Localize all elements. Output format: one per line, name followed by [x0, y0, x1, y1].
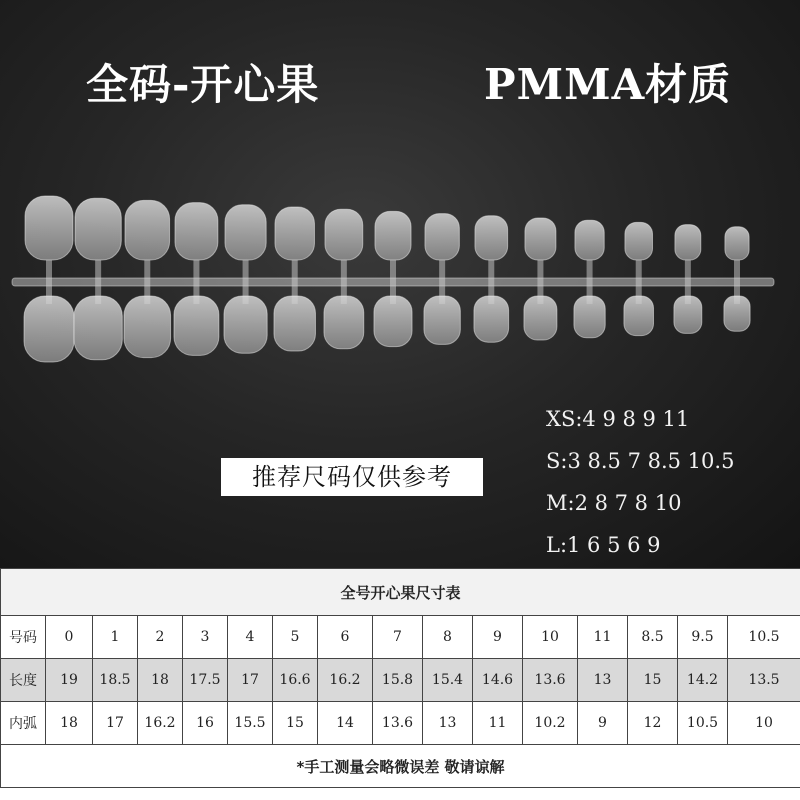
length-cell: 14.6	[473, 659, 523, 702]
curve-cell: 16	[183, 702, 228, 745]
size-cell: 8.5	[628, 616, 678, 659]
headline-full-size: 全码-开心果	[86, 60, 320, 109]
length-cell: 16.6	[273, 659, 318, 702]
size-cell: 4	[228, 616, 273, 659]
size-recommendations	[546, 398, 734, 566]
length-cell: 15	[628, 659, 678, 702]
size-cell: 10	[523, 616, 578, 659]
size-cell: 2	[138, 616, 183, 659]
curve-cell: 12	[628, 702, 678, 745]
size-cell: 0	[46, 616, 93, 659]
length-cell: 14.2	[678, 659, 728, 702]
nail-tip-bottom	[674, 296, 702, 333]
nail-tip-top	[325, 209, 363, 260]
size-cell: 6	[318, 616, 373, 659]
nail-tip-bottom	[374, 296, 412, 347]
size-chart-table	[0, 568, 800, 788]
length-cell: 18.5	[93, 659, 138, 702]
curve-cell: 10.5	[678, 702, 728, 745]
size-chart	[0, 568, 800, 800]
length-cell: 17.5	[183, 659, 228, 702]
nail-tip-bottom	[724, 296, 750, 331]
nail-tip-top	[25, 196, 73, 260]
nail-tip-bottom	[524, 296, 557, 340]
curve-cell: 17	[93, 702, 138, 745]
nail-tip-top	[175, 203, 218, 260]
length-cell: 16.2	[318, 659, 373, 702]
row-label-length: 长度	[1, 659, 46, 702]
nail-tip-top	[625, 222, 653, 260]
curve-cell: 13	[423, 702, 473, 745]
size-s: S:3 8.5 7 8.5 10.5	[546, 449, 735, 473]
size-cell: 9.5	[678, 616, 728, 659]
size-cell: 5	[273, 616, 318, 659]
curve-cell: 15.5	[228, 702, 273, 745]
size-cell: 1	[93, 616, 138, 659]
size-l: L:1 6 5 6 9	[546, 533, 661, 557]
nail-tip-top	[425, 214, 459, 260]
length-cell: 15.4	[423, 659, 473, 702]
reference-note: 推荐尺码仅供参考	[221, 458, 483, 496]
nail-tip-bottom	[174, 296, 219, 355]
nail-tip-bottom	[574, 296, 605, 338]
nail-tip-bottom	[124, 296, 171, 358]
nail-tip-bottom	[324, 296, 364, 349]
nail-tip-top	[125, 200, 170, 260]
nail-tip-top	[725, 227, 749, 260]
size-cell: 10.5	[728, 616, 800, 659]
nail-tip-bottom	[74, 296, 122, 360]
length-cell: 13	[578, 659, 628, 702]
nail-tip-top	[525, 218, 556, 260]
nail-tip-top	[275, 207, 315, 260]
nail-tip-bottom	[24, 296, 74, 362]
curve-cell: 11	[473, 702, 523, 745]
size-cell: 9	[473, 616, 523, 659]
curve-cell: 14	[318, 702, 373, 745]
curve-cell: 16.2	[138, 702, 183, 745]
length-cell: 19	[46, 659, 93, 702]
nail-tip-top	[675, 225, 701, 260]
length-cell: 15.8	[373, 659, 423, 702]
curve-cell: 18	[46, 702, 93, 745]
nail-tip-bottom	[474, 296, 509, 342]
size-cell: 11	[578, 616, 628, 659]
nail-tip-top	[75, 198, 121, 260]
nail-tip-bottom	[424, 296, 460, 344]
size-xs: XS:4 9 8 9 11	[546, 407, 690, 431]
size-cell: 7	[373, 616, 423, 659]
curve-cell: 10	[728, 702, 800, 745]
nail-tip-bottom	[624, 296, 654, 336]
measurement-note: *手工测量会略微误差 敬请谅解	[1, 745, 800, 788]
curve-cell: 10.2	[523, 702, 578, 745]
nail-tips-illustration	[0, 180, 800, 370]
nail-tip-top	[225, 205, 266, 260]
nail-tip-top	[375, 211, 411, 260]
nail-tip-bottom	[274, 296, 316, 351]
curve-cell: 9	[578, 702, 628, 745]
length-cell: 13.5	[728, 659, 800, 702]
row-label-size: 号码	[1, 616, 46, 659]
nail-tip-bottom	[224, 296, 267, 353]
headline-material: PMMA材质	[484, 60, 732, 109]
length-cell: 18	[138, 659, 183, 702]
curve-cell: 13.6	[373, 702, 423, 745]
curve-cell: 15	[273, 702, 318, 745]
size-cell: 8	[423, 616, 473, 659]
nail-tip-top	[575, 220, 604, 260]
size-m: M:2 8 7 8 10	[546, 491, 682, 515]
nail-tip-top	[475, 216, 508, 260]
row-label-curve: 内弧	[1, 702, 46, 745]
length-cell: 17	[228, 659, 273, 702]
size-cell: 3	[183, 616, 228, 659]
length-cell: 13.6	[523, 659, 578, 702]
size-chart-title: 全号开心果尺寸表	[1, 569, 800, 616]
